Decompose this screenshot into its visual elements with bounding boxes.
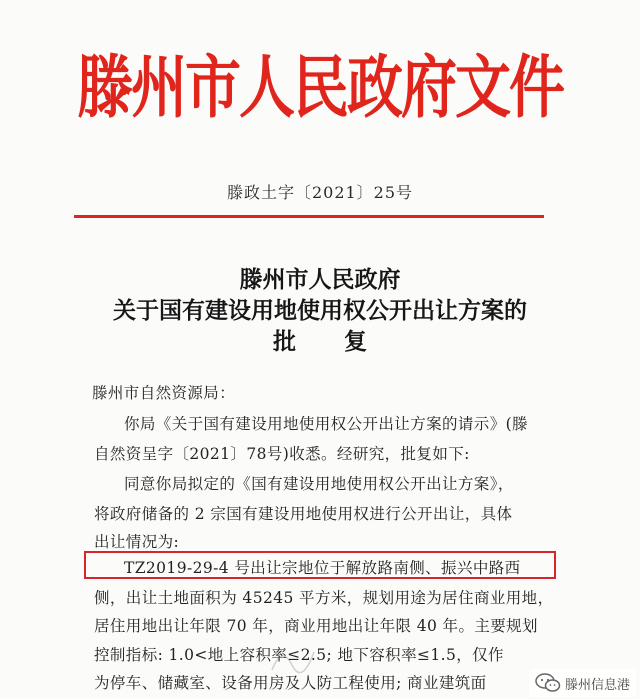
- body-line-6: TZ2019-29-4 号出让宗地位于解放路南侧、振兴中路西: [124, 559, 521, 577]
- red-divider: [74, 215, 544, 218]
- body-line-4: 将政府储备的 2 宗国有建设用地使用权进行公开出让，具体: [94, 505, 513, 523]
- body-line-9: 控制指标: 1.0<地上容积率≤2.5; 地下容积率≤1.5，仅作: [94, 646, 504, 664]
- body-line-5: 出让情况为:: [94, 533, 180, 551]
- document-title: [0, 264, 640, 357]
- body-line-3: 同意你局拟定的《国有建设用地使用权公开出让方案》，: [124, 475, 514, 493]
- body-line-10: 为停车、储藏室、设备用房及人防工程使用; 商业建筑面: [94, 674, 487, 692]
- salutation: 滕州市自然资源局：: [92, 384, 236, 402]
- title-line-1: 滕州市人民政府: [239, 266, 401, 293]
- watermark-text: 滕州信息港: [564, 677, 630, 693]
- body-line-1: 你局《关于国有建设用地使用权公开出让方案的请示》(滕: [124, 415, 528, 433]
- body-line-2: 自然资呈字〔2021〕78号)收悉。经研究，批复如下:: [94, 445, 470, 463]
- title-line-3: 批复: [273, 328, 415, 355]
- highlight-box: [84, 551, 556, 579]
- body-line-7: 侧，出让土地面积为 45245 平方米，规划用途为居住商业用地，: [94, 589, 554, 607]
- scan-mark: [262, 640, 322, 680]
- issuer-title: 滕州市人民政府文件: [77, 47, 563, 128]
- wechat-icon: [535, 673, 561, 693]
- title-line-2: 关于国有建设用地使用权公开出让方案的: [113, 297, 527, 324]
- document-number: 滕政土字〔2021〕25号: [226, 183, 414, 202]
- body-line-8: 居住用地出让年限 70 年，商业用地出让年限 40 年。主要规划: [94, 617, 538, 635]
- watermark: [529, 669, 636, 697]
